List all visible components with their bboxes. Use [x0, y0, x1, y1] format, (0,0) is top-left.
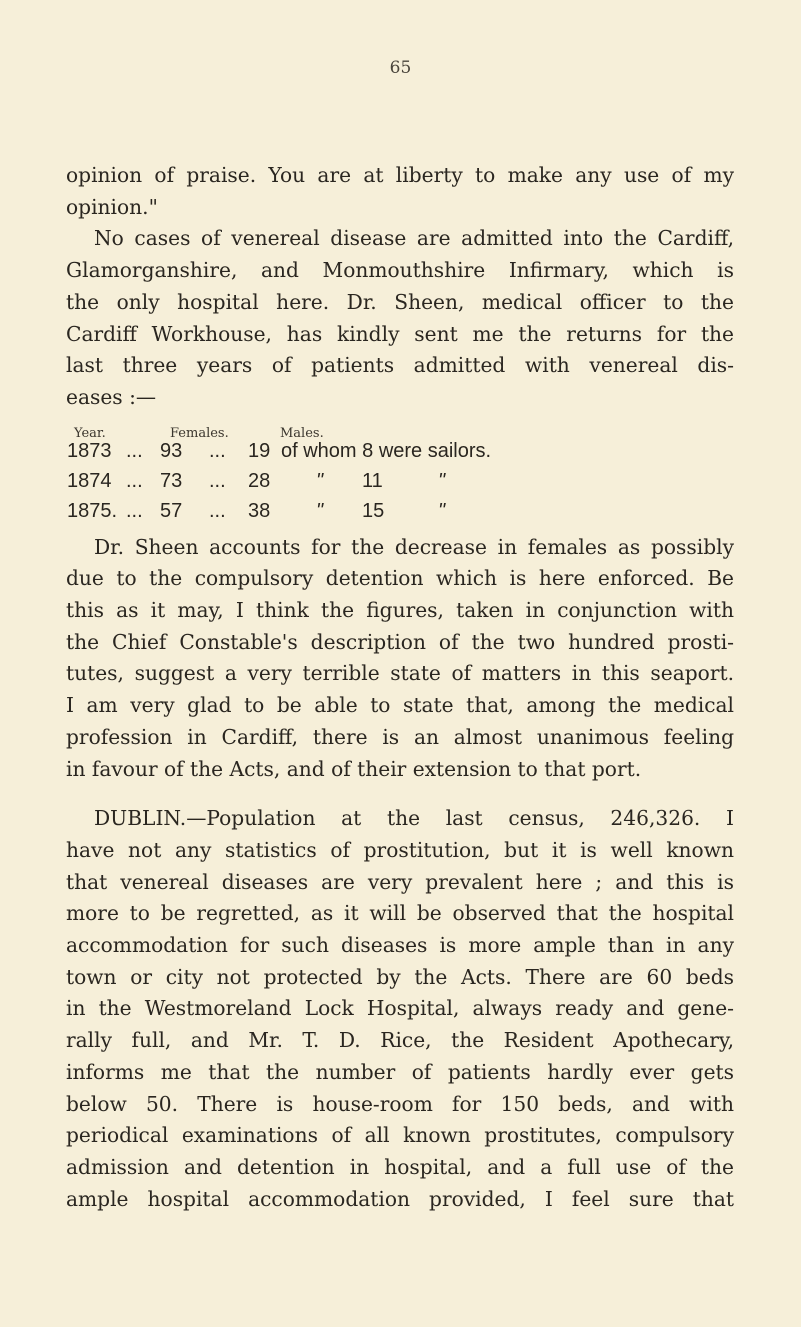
cell-ditto: ": [316, 469, 324, 492]
text-line: have not any statistics of prostitution, but it is well known: [66, 837, 734, 862]
cell-sailors: 15: [362, 499, 385, 522]
text-line: I am very glad to be able to state that, among the medical: [66, 693, 734, 718]
cell-sep: ...: [209, 439, 226, 462]
cell-males: 38: [248, 499, 271, 522]
text-line: more to be regretted, as it will be observed that the hospital: [66, 901, 734, 926]
text-line: due to the compulsory detention which is here enforced. Be: [66, 566, 734, 591]
page-number: 65: [389, 58, 412, 78]
cell-males: 19: [248, 439, 271, 462]
cell-females: 73: [160, 469, 183, 492]
cell-year: 1873: [67, 439, 112, 462]
table-row: [66, 436, 734, 466]
cell-females: 57: [160, 499, 183, 522]
text-line: profession in Cardiff, there is an almost unanimous feeling: [66, 724, 734, 749]
text-line: periodical examinations of all known prostitutes, compulsory: [66, 1123, 734, 1148]
text-line: accommodation for such diseases is more ample than in any: [66, 933, 734, 958]
table-row: [66, 496, 734, 526]
cell-sep: ...: [209, 469, 226, 492]
text-line: tutes, suggest a very terrible state of matters in this seaport.: [66, 661, 734, 686]
cell-year: 1875.: [67, 499, 118, 522]
cell-sailors: 11: [362, 469, 383, 492]
text-line: Glamorganshire, and Monmouthshire Infirmary, which is: [66, 258, 734, 283]
paragraph-cardiff-cases: [66, 223, 734, 413]
text-line: below 50. There is house-room for 150 beds, and with: [66, 1091, 734, 1116]
text-line: No cases of venereal disease are admitted into the Cardiff,: [94, 226, 734, 251]
text-line: ample hospital accommodation provided, I feel sure that: [66, 1186, 734, 1211]
cell-sep: ...: [126, 439, 143, 462]
text-line: in the Westmoreland Lock Hospital, always ready and gene-: [66, 996, 734, 1021]
paragraph-dublin: [66, 803, 734, 1215]
text-line: Cardiff Workhouse, has kindly sent me the returns for the: [66, 321, 734, 346]
header-females: Females.: [170, 425, 229, 441]
text-line: rally full, and Mr. T. D. Rice, the Resident Apothecary,: [66, 1028, 734, 1053]
table-row: [66, 466, 734, 496]
cell-ditto: ": [438, 499, 446, 522]
text-line: informs me that the number of patients hardly ever gets: [66, 1059, 734, 1084]
cell-year: 1874: [67, 469, 112, 492]
cell-note: of whom 8 were sailors.: [281, 439, 492, 462]
text-line: eases :—: [66, 384, 157, 409]
text-line: the Chief Constable's description of the two hundred prosti-: [66, 629, 734, 654]
admissions-table: [66, 416, 734, 526]
header-year: Year.: [74, 425, 106, 441]
text-line: Dr. Sheen accounts for the decrease in females as possibly: [94, 534, 734, 559]
header-males: Males.: [280, 425, 324, 441]
paragraph-gap: [66, 785, 734, 803]
text-line: that venereal diseases are very prevalent here ; and this is: [66, 869, 734, 894]
table-header: [66, 416, 734, 441]
cell-ditto: ": [316, 499, 324, 522]
text-line: opinion of praise. You are at liberty to make any use of my: [66, 163, 734, 187]
text-line: town or city not protected by the Acts. There are 60 beds: [66, 964, 734, 989]
cell-sep: ...: [126, 499, 143, 522]
paragraph-sheen-accounts: [66, 532, 734, 786]
cell-sep: ...: [209, 499, 226, 522]
text-line: this as it may, I think the figures, taken in conjunction with: [66, 598, 734, 623]
text-line: DUBLIN.—Population at the last census, 246,326. I: [94, 806, 734, 831]
cell-males: 28: [248, 469, 271, 492]
text-line: last three years of patients admitted with venereal dis-: [66, 353, 734, 378]
cell-sep: ...: [126, 469, 143, 492]
text-line: admission and detention in hospital, and a full use of the: [66, 1154, 734, 1179]
text-line: in favour of the Acts, and of their extension to that port.: [66, 756, 642, 781]
paragraph-continuation: [66, 160, 734, 223]
cell-females: 93: [160, 439, 183, 462]
text-line: the only hospital here. Dr. Sheen, medical officer to the: [66, 289, 734, 314]
page-body: [66, 160, 734, 1215]
text-line: opinion.": [66, 194, 158, 219]
cell-ditto: ": [438, 469, 446, 492]
